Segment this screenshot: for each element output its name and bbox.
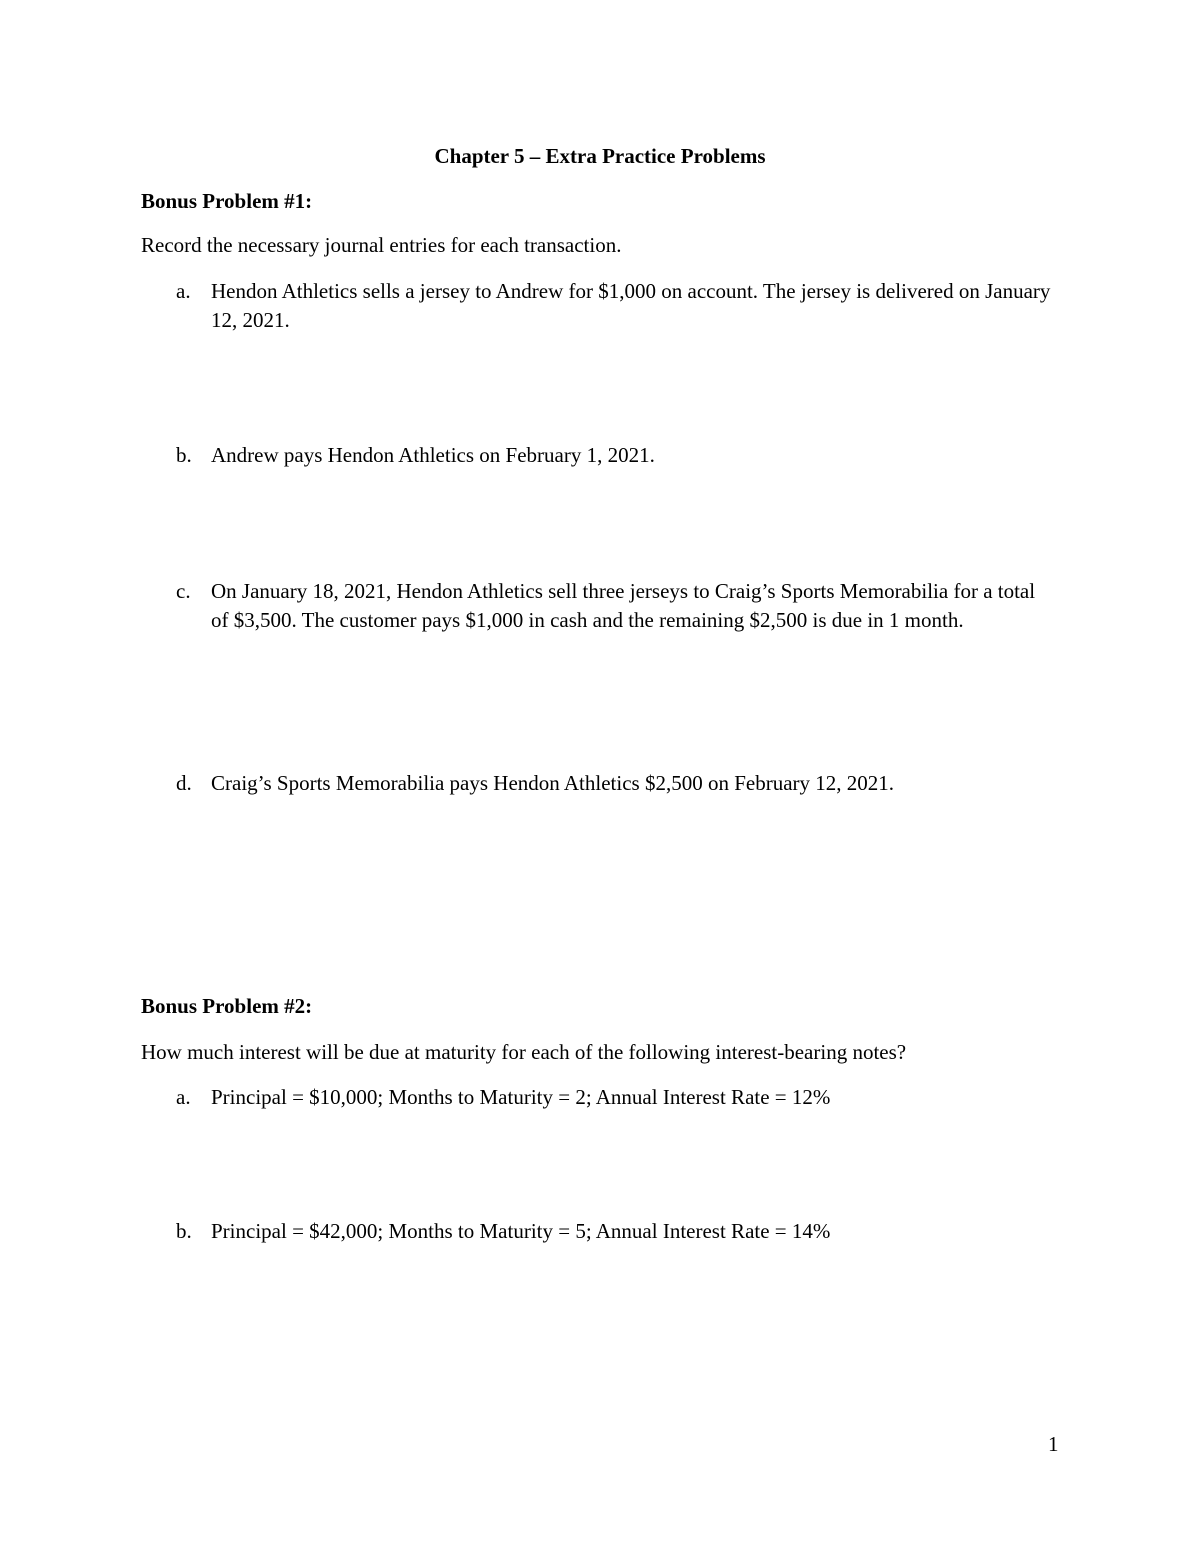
problem-1-instruction: Record the necessary journal entries for each transaction. bbox=[141, 233, 622, 257]
page-title: Chapter 5 – Extra Practice Problems bbox=[434, 144, 766, 168]
list-item-text: Andrew pays Hendon Athletics on February 1, 2021. bbox=[211, 443, 655, 467]
list-item-marker: c. bbox=[176, 579, 191, 603]
page-number: 1 bbox=[1048, 1432, 1059, 1456]
list-item-marker: b. bbox=[176, 443, 192, 467]
problem-2-instruction: How much interest will be due at maturity for each of the following interest-bearing notes? bbox=[141, 1040, 907, 1064]
list-item-text: Craig’s Sports Memorabilia pays Hendon Athletics $2,500 on February 12, 2021. bbox=[211, 771, 895, 795]
list-item-text: On January 18, 2021, Hendon Athletics sell three jerseys to Craig’s Sports Memorabilia for a total of $3,500. The customer pays $1,000 in cash and the remaining $2,500 is due in 1 month. bbox=[211, 579, 1036, 632]
list-item-marker: b. bbox=[176, 1219, 192, 1243]
list-item-text: Principal = $42,000; Months to Maturity = 5; Annual Interest Rate = 14% bbox=[211, 1219, 831, 1243]
list-item-marker: a. bbox=[176, 1085, 191, 1109]
list-item-marker: a. bbox=[176, 279, 191, 303]
list-item-text: Principal = $10,000; Months to Maturity = 2; Annual Interest Rate = 12% bbox=[211, 1085, 831, 1109]
list-item-marker: d. bbox=[176, 771, 192, 795]
problem-1-heading: Bonus Problem #1: bbox=[141, 189, 313, 213]
list-item-text: Hendon Athletics sells a jersey to Andrew for $1,000 on account. The jersey is delivered on January 12, 2021. bbox=[211, 279, 1051, 332]
problem-2-heading: Bonus Problem #2: bbox=[141, 994, 313, 1018]
